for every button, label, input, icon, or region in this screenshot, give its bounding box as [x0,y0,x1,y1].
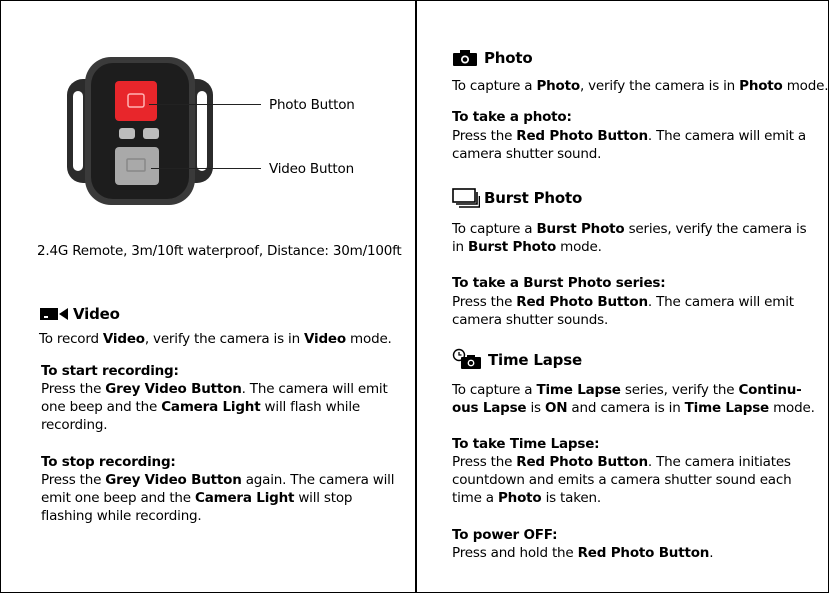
start-recording-title: To start recording: [41,363,179,379]
photo-button-label: Photo Button [269,97,355,113]
stop-recording-line-2: emit one beep and the Camera Light will stop [41,490,353,506]
take-burst-title: To take a Burst Photo series: [452,275,666,291]
time-lapse-intro-line-1: To capture a Time Lapse series, verify the Continu- [452,382,802,398]
video-button-label: Video Button [269,161,354,177]
remote-control-image [59,51,221,211]
power-off-line: Press and hold the Red Photo Button. [452,545,714,561]
take-time-lapse-line-2: countdown and emits a camera shutter sound each [452,472,792,488]
photo-camera-icon [452,49,478,67]
time-lapse-intro-line-2: ous Lapse is ON and camera is in Time Lapse mode. [452,400,815,416]
take-time-lapse-line-1: Press the Red Photo Button. The camera initiates [452,454,791,470]
power-off-title: To power OFF: [452,527,558,543]
photo-heading: Photo [484,49,533,67]
take-photo-line-1: Press the Red Photo Button. The camera will emit a [452,128,807,144]
column-divider [415,1,417,592]
take-burst-line-1: Press the Red Photo Button. The camera will emit [452,294,794,310]
time-lapse-heading: Time Lapse [488,351,582,369]
take-photo-title: To take a photo: [452,109,572,125]
burst-intro-line-2: in Burst Photo mode. [452,239,602,255]
video-heading: Video [73,305,120,323]
take-burst-line-2: camera shutter sounds. [452,312,609,328]
stop-recording-title: To stop recording: [41,454,176,470]
burst-heading: Burst Photo [484,189,583,207]
stop-recording-line-1: Press the Grey Video Button again. The camera will [41,472,395,488]
start-recording-line-2: one beep and the Camera Light will flash while [41,399,361,415]
burst-intro-line-1: To capture a Burst Photo series, verify the camera is [452,221,807,237]
video-intro: To record Video, verify the camera is in Video mode. [39,331,392,347]
photo-button-callout-line [149,104,261,105]
photo-intro: To capture a Photo, verify the camera is in Photo mode. [452,78,829,94]
take-time-lapse-line-3: time a Photo is taken. [452,490,601,506]
take-photo-line-2: camera shutter sound. [452,146,602,162]
stop-recording-line-3: flashing while recording. [41,508,202,524]
start-recording-line-3: recording. [41,417,108,433]
start-recording-line-1: Press the Grey Video Button. The camera will emit [41,381,388,397]
remote-spec: 2.4G Remote, 3m/10ft waterproof, Distance: 30m/100ft [37,243,402,259]
time-lapse-icon [452,348,482,370]
video-camera-icon [39,306,69,322]
burst-photo-icon [452,188,480,208]
take-time-lapse-title: To take Time Lapse: [452,436,600,452]
video-button-callout-line [151,168,261,169]
